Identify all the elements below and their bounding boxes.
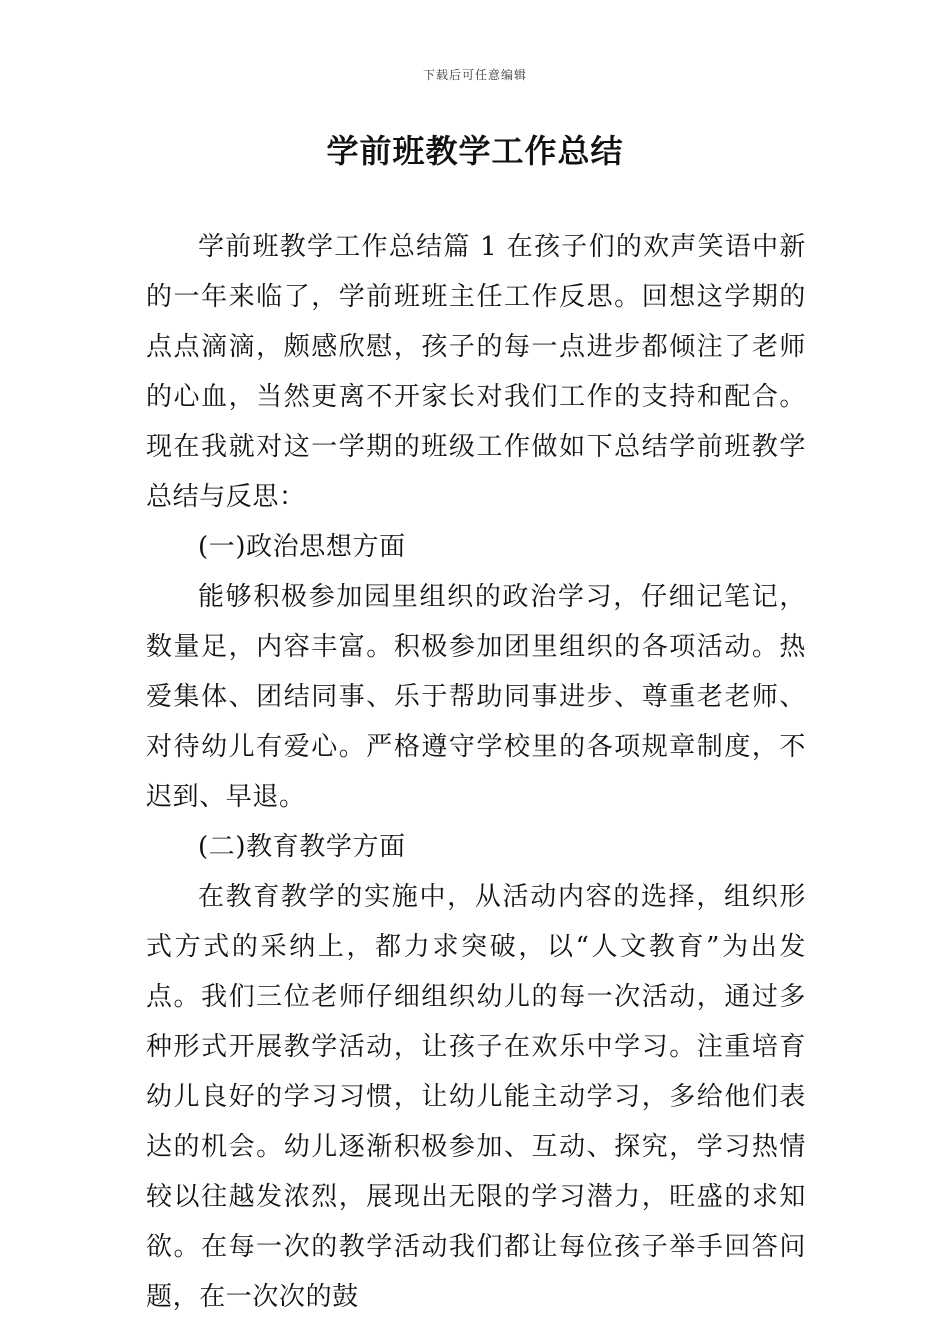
header-note: 下载后可任意编辑 [422,68,527,82]
paragraph-political: 能够积极参加园里组织的政治学习，仔细记笔记，数量足，内容丰富。积极参加团里组织的各项活动。热爱集体、团结同事、乐于帮助同事进步、尊重老老师、对待幼儿有爱心。严格遵守学校里的各项规章制度，不迟到、早退。 [146,582,806,812]
section-heading-teaching: (二)教育教学方面 [198,832,406,862]
document-title: 学前班教学工作总结 [326,132,624,170]
paragraph-teaching: 在教育教学的实施中，从活动内容的选择，组织形式方式的采纳上，都力求突破，以“人文教育”为出发点。我们三位老师仔细组织幼儿的每一次活动，通过多种形式开展教学活动，让孩子在欢乐中学习。注重培育幼儿良好的学习习惯，让幼儿能主动学习，多给他们表达的机会。幼儿逐渐积极参加、互动、探究，学习热情较以往越发浓烈，展现出无限的学习潜力，旺盛的求知欲。在每一次的教学活动我们都让每位孩子举手回答问题，在一次次的鼓 [146,882,806,1312]
document-body [146,222,806,1322]
section-heading-political: (一)政治思想方面 [198,532,406,562]
paragraph-intro: 学前班教学工作总结篇 1 在孩子们的欢声笑语中新的一年来临了，学前班班主任工作反思。回想这学期的点点滴滴，颇感欣慰，孩子的每一点进步都倾注了老师的心血，当然更离不开家长对我们工作的支持和配合。现在我就对这一学期的班级工作做如下总结学前班教学总结与反思： [146,232,806,512]
